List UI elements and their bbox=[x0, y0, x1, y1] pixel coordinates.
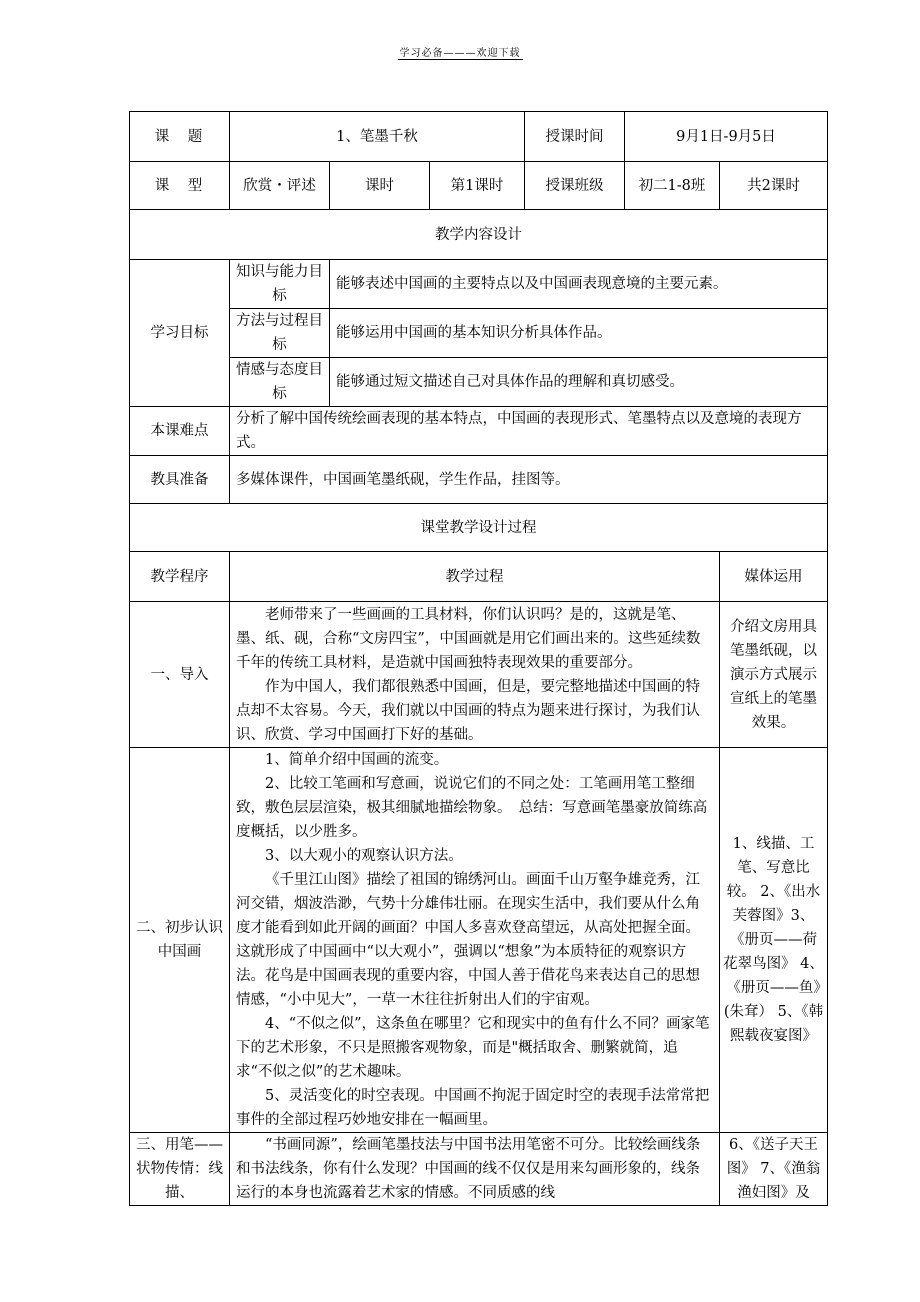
label-difficulty: 本课难点 bbox=[130, 407, 230, 456]
label-class: 授课班级 bbox=[525, 162, 625, 210]
row-difficulty bbox=[130, 407, 828, 456]
row-subject bbox=[130, 112, 828, 162]
row-type bbox=[130, 162, 828, 210]
process-paragraph: “书画同源”，绘画笔墨技法与中国书法用笔密不可分。比较绘画线条和书法线条，你有什么发现？中国画的线不仅仅是用来勾画形象的，线条运行的本身也流露着艺术家的情感。不同质感的线 bbox=[236, 1137, 701, 1201]
process-paragraph: 2、比较工笔画和写意画，说说它们的不同之处：工笔画用笔工整细致，敷色层层渲染，极其细腻地描绘物象。 总结：写意画笔墨豪放简练高度概括，以少胜多。 bbox=[236, 776, 708, 840]
page-header: 学习必备———欢迎下载 bbox=[399, 48, 521, 59]
label-subject: 课 题 bbox=[130, 112, 230, 162]
process-paragraph: 5、灵活变化的时空表现。中国画不拘泥于固定时空的表现手法常常把事件的全部过程巧妙地安排在一幅画里。 bbox=[236, 1088, 710, 1128]
row-objective-2 bbox=[130, 309, 828, 358]
label-tools: 教具准备 bbox=[130, 456, 230, 504]
objective-text: 能够运用中国画的基本知识分析具体作品。 bbox=[330, 309, 828, 358]
teach-time-value: 9月1日-9月5日 bbox=[625, 112, 828, 162]
step-media: 1、线描、工笔、写意比较。 2、《出水芙蓉图》3、《册页——荷花翠鸟图》 4、《册页——鱼》(朱耷） 5、《韩熙载夜宴图》 bbox=[720, 748, 828, 1133]
col-header-process: 教学过程 bbox=[230, 552, 720, 602]
process-paragraph: 3、以大观小的观察认识方法。 bbox=[265, 848, 463, 864]
process-paragraph: 老师带来了一些画画的工具材料，你们认识吗？是的，这就是笔、墨、纸、砚，合称“文房四宝”，中国画就是用它们画出来的。这些延续数千年的传统工具材料，是造就中国画独特表现效果的重要部分。 bbox=[236, 606, 701, 671]
process-title: 课堂教学设计过程 bbox=[130, 504, 828, 552]
objective-text: 能够通过短文描述自己对具体作品的理解和真切感受。 bbox=[330, 358, 828, 407]
type-value: 欣赏・评述 bbox=[230, 162, 330, 210]
step-media: 6、《送子天王图》 7、《渔翁渔妇图》及 bbox=[720, 1133, 828, 1206]
row-objective-1 bbox=[130, 260, 828, 309]
label-type: 课 型 bbox=[130, 162, 230, 210]
process-paragraph: 作为中国人，我们都很熟悉中国画，但是，要完整地描述中国画的特点却不太容易。今天，我们就以中国画的特点为题来进行探讨，为我们认识、欣赏、学习中国画打下好的基础。 bbox=[236, 678, 700, 743]
row-step-know bbox=[130, 748, 828, 1133]
row-tools bbox=[130, 456, 828, 504]
step-process bbox=[230, 748, 720, 1133]
content-design-title: 教学内容设计 bbox=[130, 210, 828, 260]
objective-name: 方法与过程目标 bbox=[230, 309, 330, 358]
step-name: 二、初步认识中国画 bbox=[130, 748, 230, 1133]
step-media: 介绍文房用具笔墨纸砚，以演示方式展示宣纸上的笔墨效果。 bbox=[720, 602, 828, 748]
process-paragraph: 《千里江山图》描绘了祖国的锦绣河山。画面千山万壑争雄竞秀，江河交错，烟波浩渺，气势十分雄伟壮丽。在现实生活中，我们要从什么角度才能看到如此开阔的画面？中国人多喜欢登高望远，从高处把握全面。这就形成了中国画中“以大观小”，强调以“想象”为本质特征的观察识方法。花鸟是中国画表现的重要内容，中国人善于借花鸟来表达自己的思想情感，“小中见大”，一草一木往往折射出人们的宇宙观。 bbox=[236, 872, 700, 1008]
col-header-step: 教学程序 bbox=[130, 552, 230, 602]
lesson-plan-table bbox=[129, 111, 828, 1206]
step-name: 三、用笔——状物传情：线描、 bbox=[130, 1133, 230, 1206]
row-content-design bbox=[130, 210, 828, 260]
process-paragraph: 1、简单介绍中国画的流变。 bbox=[265, 752, 449, 768]
row-step-intro bbox=[130, 602, 828, 748]
row-process-header bbox=[130, 552, 828, 602]
objective-name: 情感与态度目标 bbox=[230, 358, 330, 407]
period-value: 第1课时 bbox=[430, 162, 525, 210]
col-header-media: 媒体运用 bbox=[720, 552, 828, 602]
row-process-title bbox=[130, 504, 828, 552]
total-periods: 共2课时 bbox=[720, 162, 828, 210]
label-teach-time: 授课时间 bbox=[525, 112, 625, 162]
step-process bbox=[230, 1133, 720, 1206]
step-name: 一、导入 bbox=[130, 602, 230, 748]
label-objectives: 学习目标 bbox=[130, 260, 230, 407]
difficulty-text: 分析了解中国传统绘画表现的基本特点，中国画的表现形式、笔墨特点以及意境的表现方式。 bbox=[230, 407, 828, 456]
step-process bbox=[230, 602, 720, 748]
objective-name: 知识与能力目标 bbox=[230, 260, 330, 309]
subject-value: 1、笔墨千秋 bbox=[230, 112, 525, 162]
row-step-brush bbox=[130, 1133, 828, 1206]
label-period: 课时 bbox=[330, 162, 430, 210]
objective-text: 能够表述中国画的主要特点以及中国画表现意境的主要元素。 bbox=[330, 260, 828, 309]
class-value: 初二1-8班 bbox=[625, 162, 720, 210]
row-objective-3 bbox=[130, 358, 828, 407]
tools-text: 多媒体课件，中国画笔墨纸砚，学生作品，挂图等。 bbox=[230, 456, 828, 504]
process-paragraph: 4、“不似之似”，这条鱼在哪里？它和现实中的鱼有什么不同？画家笔下的艺术形象，不只是照搬客观物象，而是"概括取舍、删繁就简，追求“不似之似”的艺术趣味。 bbox=[236, 1016, 710, 1080]
